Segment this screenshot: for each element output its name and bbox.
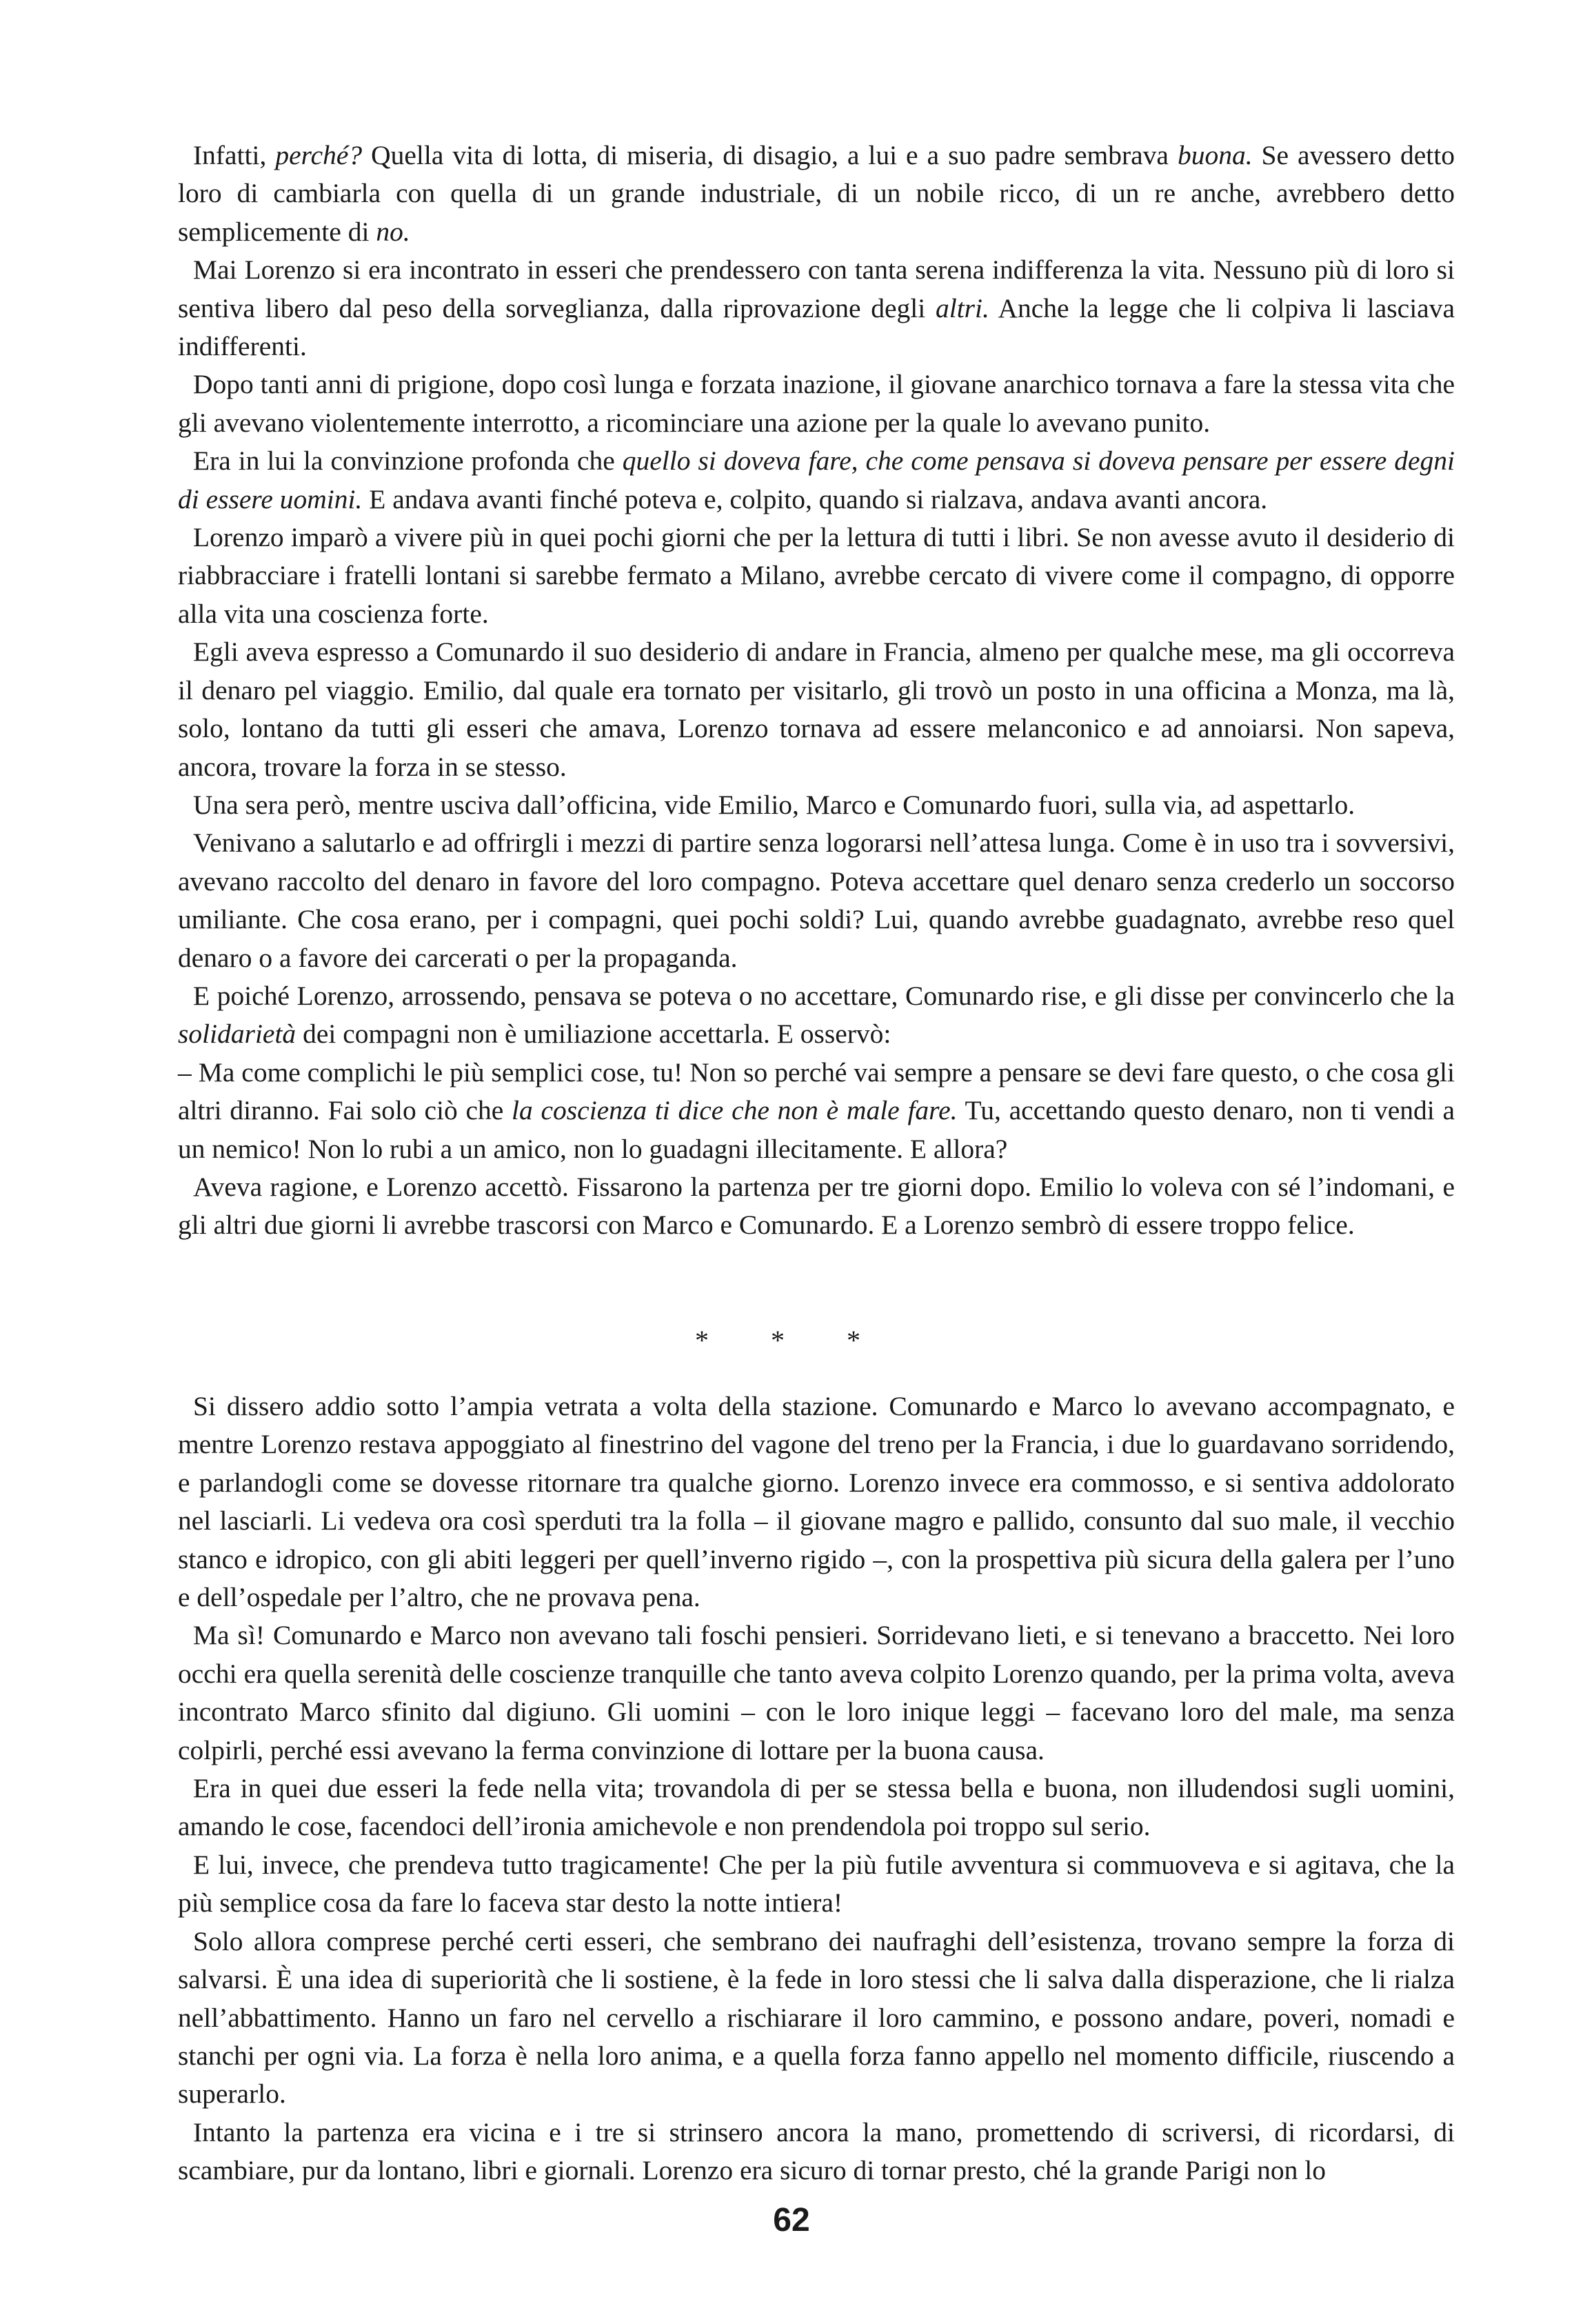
italic-run: quello si doveva fare, che come pensava si doveva pensare per essere degni di essere uomini. [178, 445, 1455, 514]
italic-run: perché? [275, 140, 363, 170]
text-run: Ma sì! Comunardo e Marco non avevano tali foschi pensieri. Sorridevano lieti, e si tenevano a braccetto. Nei loro occhi era quella serenità delle coscienze tranquille che tanto aveva colpito Lorenzo quando, per la prima volta, aveva incontrato Marco sfinito dal digiuno. Gli uomini – con le loro inique leggi – facevano loro del male, ma senza colpirli, perché essi avevano la ferma convinzione di lottare per la buona causa. [178, 1620, 1455, 1765]
section-2-text [178, 1388, 1455, 2190]
text-run: Egli aveva espresso a Comunardo il suo desiderio di andare in Francia, almeno per qualche mese, ma gli occorreva il denaro pel viaggio. Emilio, dal quale era tornato per visitarlo, gli trovò un posto in una officina a Monza, ma là, solo, lontano da tutti gli esseri che amava, Lorenzo tornava ad essere melanconico e ad annoiarsi. Non sapeva, ancora, trovare la forza in se stesso. [178, 637, 1455, 782]
paragraph [178, 2114, 1455, 2190]
paragraph [178, 1770, 1455, 1846]
text-run: Dopo tanti anni di prigione, dopo così lunga e forzata inazione, il giovane anarchico tornava a fare la stessa vita che gli avevano violentemente interrotto, a ricominciare una azione per la quale lo avevano punito. [178, 369, 1455, 438]
text-run: Era in lui la convinzione profonda che [193, 445, 623, 477]
paragraph [178, 442, 1455, 519]
page-number: 62 [773, 2202, 810, 2238]
text-run: Una sera però, mentre usciva dall’officina, vide Emilio, Marco e Comunardo fuori, sulla via, ad aspettarlo. [193, 789, 1355, 820]
text-run: Aveva ragione, e Lorenzo accettò. Fissarono la partenza per tre giorni dopo. Emilio lo voleva con sé l’indomani, e gli altri due giorni li avrebbe trascorsi con Marco e Comunardo. E a Lorenzo sembrò di essere troppo felice. [178, 1171, 1455, 1241]
paragraph [178, 137, 1455, 251]
paragraph [178, 1388, 1455, 1616]
text-run: dei compagni non è umiliazione accettarla. E osservò: [296, 1019, 891, 1050]
italic-run: la coscienza ti dice che non è male fare. [512, 1095, 958, 1126]
text-run: Si dissero addio sotto l’ampia vetrata a volta della stazione. Comunardo e Marco lo avevano accompagnato, e mentre Lorenzo restava appoggiato al finestrino del vagone del treno per la Francia, i due lo guardavano sorridendo, e parlandogli come se dovesse ritornare tra qualche giorno. Lorenzo invece era commosso, e si sentiva addolorato nel lasciarli. Li vedeva ora così sperduti tra la folla – il giovane magro e pallido, consunto dal suo male, il vecchio stanco e idropico, con gli abiti leggeri per quell’inverno rigido –, con la prospettiva più sicura della galera per l’uno e dell’ospedale per l’altro, che ne provava pena. [178, 1391, 1455, 1613]
text-run: Infatti, [193, 140, 276, 170]
italic-run: solidarietà [178, 1019, 296, 1050]
text-run: E poiché Lorenzo, arrossendo, pensava se poteva o no accettare, Comunardo rise, e gli disse per convincerlo che la [193, 980, 1455, 1011]
text-run: Mai Lorenzo si era incontrato in esseri che prendessero con tanta serena indifferenza la vita. Nessuno più di loro si sentiva libero dal peso della sorveglianza, dalla riprovazione degli [178, 254, 1455, 323]
paragraph [178, 1054, 1455, 1168]
italic-run: altri. [935, 292, 989, 323]
text-run: Anche la legge che li colpiva li lasciava indifferenti. [178, 292, 1455, 362]
text-run: – Ma come complichi le più semplici cose, tu! Non so perché vai sempre a pensare se devi fare questo, o che cosa gli altri diranno. Fai solo ciò che [178, 1056, 1455, 1126]
paragraph [178, 633, 1455, 786]
text-run: Era in quei due esseri la fede nella vita; trovandola di per se stessa bella e buona, non illudendosi sugli uomini, amando le cose, facendoci dell’ironia amichevole e non prendendola poi troppo sul serio. [178, 1773, 1455, 1842]
text-run: Venivano a salutarlo e ad offrirgli i mezzi di partire senza logorarsi nell’attesa lunga. Come è in uso tra i sovversivi, avevano raccolto del denaro in favore del loro compagno. Poteva accettare quel denaro senza crederlo un soccorso umiliante. Che cosa erano, per i compagni, quei pochi soldi? Lui, quando avrebbe guadagnato, avrebbe reso quel denaro o a favore dei carcerati o per la propaganda. [178, 828, 1455, 973]
text-run: Intanto la partenza era vicina e i tre si strinsero ancora la mano, promettendo di scriversi, di ricordarsi, di scambiare, pur da lontano, libri e giornali. Lorenzo era sicuro di tornar presto, ché la grande Parigi non lo [178, 2116, 1455, 2186]
italic-run: buona. [1177, 140, 1253, 170]
text-run: Tu, accettando questo denaro, non ti vendi a un nemico! Non lo rubi a un amico, non lo guadagni illecitamente. E allora? [178, 1095, 1455, 1164]
section-separator: * * * [695, 1325, 888, 1356]
paragraph [178, 1616, 1455, 1770]
paragraph [178, 1923, 1455, 2114]
text-run: Se avessero detto loro di cambiarla con quella di un grande industriale, di un nobile ricco, di un re anche, avrebbero detto semplicemente di [178, 140, 1455, 247]
paragraph [178, 251, 1455, 365]
italic-run: no. [376, 216, 410, 247]
paragraph [178, 824, 1455, 977]
paragraph [178, 365, 1455, 442]
text-run: Solo allora comprese perché certi esseri, che sembrano dei naufraghi dell’esistenza, trovano sempre la forza di salvarsi. È una idea di superiorità che li sostiene, è la fede in loro stessi che li salva dalla disperazione, che li rialza nell’abbattimento. Hanno un faro nel cervello a rischiarare il loro cammino, e possono andare, poveri, nomadi e stanchi per ogni via. La forza è nella loro anima, e a quella forza fanno appello nel momento difficile, riuscendo a superarlo. [178, 1925, 1455, 2110]
paragraph [178, 1168, 1455, 1245]
text-run: E lui, invece, che prendeva tutto tragicamente! Che per la più futile avventura si commuoveva e si agitava, che la più semplice cosa da fare lo faceva star desto la notte intiera! [178, 1849, 1455, 1919]
text-run: Quella vita di lotta, di miseria, di disagio, a lui e a suo padre sembrava [362, 140, 1178, 170]
paragraph [178, 1846, 1455, 1923]
text-run: Lorenzo imparò a vivere più in quei pochi giorni che per la lettura di tutti i libri. Se non avesse avuto il desiderio di riabbracciare i fratelli lontani si sarebbe fermato a Milano, avrebbe cercato di vivere come il compagno, di opporre alla vita una coscienza forte. [178, 522, 1455, 629]
section-1-text [178, 137, 1455, 1245]
text-run: E andava avanti finché poteva e, colpito, quando si rialzava, andava avanti ancora. [362, 483, 1268, 514]
paragraph [178, 786, 1455, 824]
paragraph [178, 977, 1455, 1054]
paragraph [178, 519, 1455, 633]
